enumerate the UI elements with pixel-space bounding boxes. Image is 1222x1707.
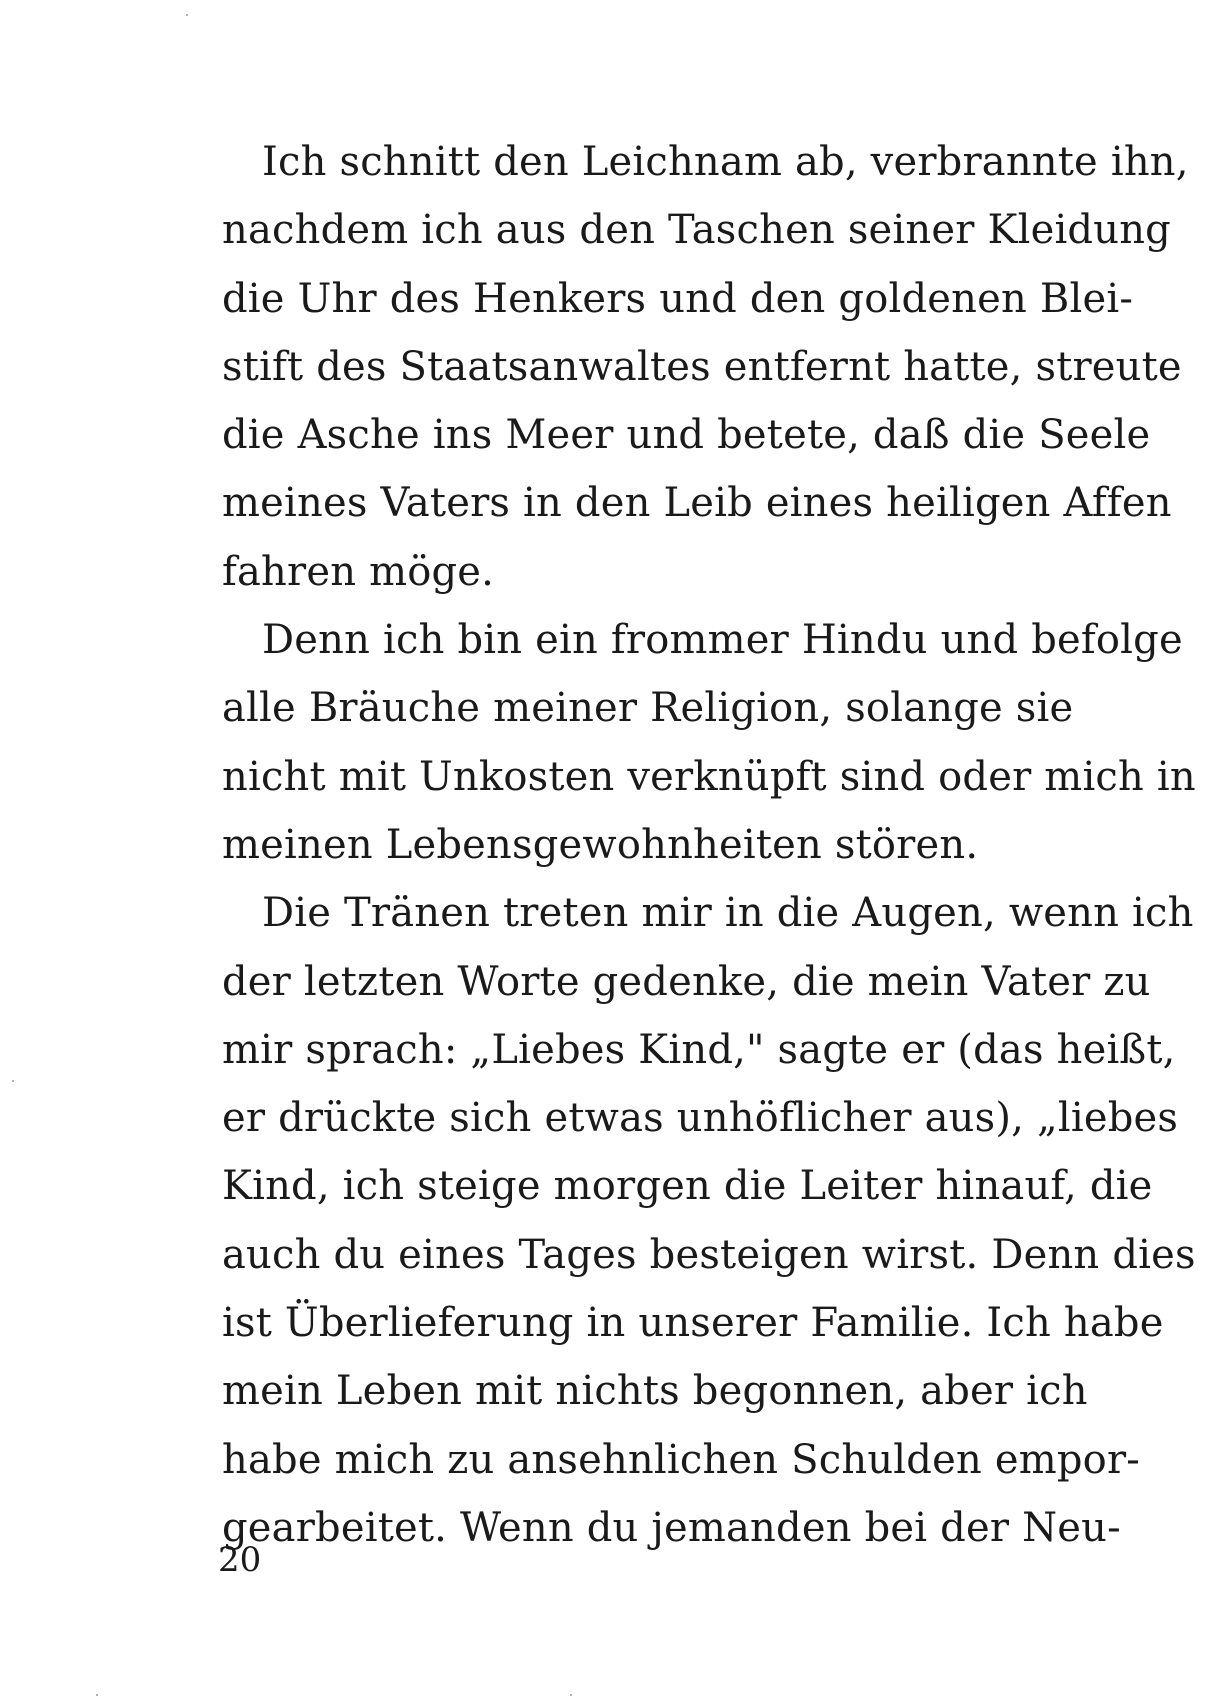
scan-speck [570, 1694, 572, 1696]
text-line: stift des Staatsanwaltes entfernt hatte, streute [222, 343, 1182, 390]
text-line: Die Tränen treten mir in die Augen, wenn ich [262, 890, 1194, 937]
text-line: meinen Lebensgewohnheiten stören. [222, 821, 979, 868]
text-line: die Asche ins Meer und betete, daß die Seele [222, 412, 1151, 459]
scan-speck [186, 14, 188, 16]
text-line: Denn ich bin ein frommer Hindu und befolge [262, 617, 1183, 664]
text-line: habe mich zu ansehnlichen Schulden empor- [222, 1436, 1140, 1483]
text-line: ist Überlieferung in unserer Familie. Ich habe [222, 1300, 1164, 1347]
text-line: die Uhr des Henkers und den goldenen Blei- [222, 275, 1134, 322]
text-line: meines Vaters in den Leib eines heiligen Affen [222, 480, 1172, 527]
text-line: gearbeitet. Wenn du jemanden bei der Neu- [222, 1504, 1121, 1551]
text-line: er drückte sich etwas unhöflicher aus), „liebes [222, 1095, 1179, 1142]
text-line: alle Bräuche meiner Religion, solange sie [222, 685, 1074, 732]
text-line: der letzten Worte gedenke, die mein Vater zu [222, 958, 1151, 1005]
text-line: Ich schnitt den Leichnam ab, verbrannte ihn, [262, 139, 1189, 185]
text-line: auch du eines Tages besteigen wirst. Denn dies [222, 1231, 1196, 1278]
body-text [222, 128, 1196, 1562]
scan-speck [96, 1694, 98, 1696]
text-line: mir sprach: „Liebes Kind," sagte er (das heißt, [222, 1026, 1176, 1073]
text-line: Kind, ich steige morgen die Leiter hinauf, die [222, 1163, 1153, 1210]
text-line: mein Leben mit nichts begonnen, aber ich [222, 1368, 1088, 1415]
text-line: nicht mit Unkosten verknüpft sind oder mich in [222, 753, 1196, 800]
text-line: nachdem ich aus den Taschen seiner Kleidung [222, 207, 1171, 254]
scan-speck [12, 1080, 14, 1082]
text-line: fahren möge. [222, 548, 495, 595]
page-number: 20 [218, 1540, 262, 1580]
